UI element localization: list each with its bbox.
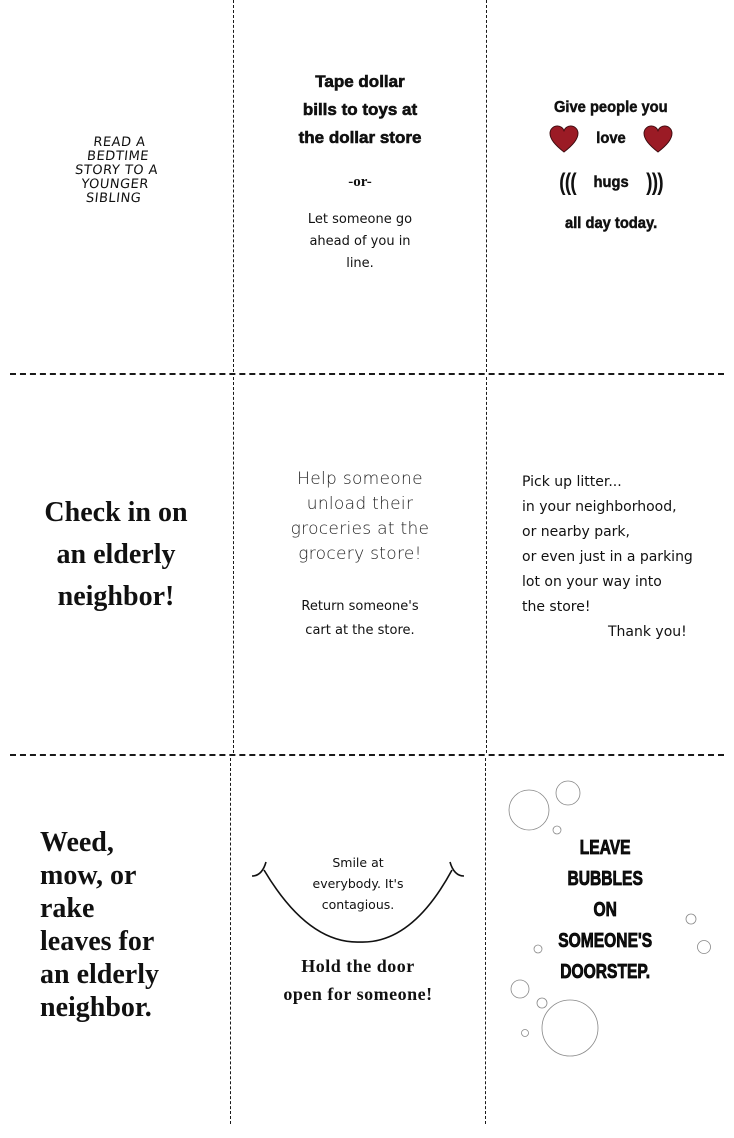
text-line: everybody. It's	[312, 876, 404, 891]
text-line: the dollar store	[298, 127, 422, 147]
text-line: BEDTIME	[85, 149, 150, 164]
or-separator: -or-	[348, 173, 372, 190]
card-yardwork	[0, 757, 228, 1123]
text-line: mow, or	[40, 860, 137, 891]
card-main-text	[283, 952, 432, 1008]
card-dollar-store	[236, 0, 484, 372]
card-litter	[488, 376, 734, 754]
text-line: ON	[593, 898, 618, 921]
card-text	[559, 833, 653, 988]
text-line: leaves for	[40, 926, 155, 957]
text-line: cart at the store.	[305, 623, 415, 638]
hug-parens-left: (((	[559, 169, 576, 196]
card-smile-door	[232, 757, 484, 1123]
text-line: contagious.	[321, 897, 395, 912]
card-main-text	[291, 467, 430, 567]
hug-parens-right: )))	[646, 169, 663, 196]
card-groceries	[236, 376, 484, 754]
cut-line-vertical-r2-2	[486, 377, 487, 753]
text-line: in your neighborhood,	[522, 499, 677, 515]
cut-line-horizontal-1	[10, 373, 724, 375]
cut-line-vertical-r1-2	[486, 0, 487, 372]
card-text	[71, 136, 161, 206]
text-line: an elderly	[40, 959, 159, 990]
text-line: neighbor!	[57, 581, 175, 612]
cut-line-horizontal-2	[10, 754, 724, 756]
text-line: BUBBLES	[567, 867, 644, 890]
text-line: or nearby park,	[522, 524, 630, 540]
cut-line-vertical-r1-1	[233, 0, 234, 372]
card-text	[522, 470, 693, 620]
text-line: rake	[40, 893, 95, 924]
smile-text	[248, 852, 468, 915]
card-bubbles	[487, 757, 734, 1123]
heart-icon	[643, 125, 673, 153]
text-line: unload their	[306, 494, 414, 514]
text-line: groceries at the	[290, 519, 430, 539]
hugs-row	[557, 169, 665, 197]
text-line: the store!	[522, 599, 591, 615]
card-text	[44, 492, 187, 618]
text-line: LEAVE	[580, 836, 631, 859]
love-row	[549, 125, 673, 153]
text-line: YOUNGER	[80, 177, 150, 192]
heart-icon	[549, 125, 579, 153]
text-line: Hold the door	[301, 956, 415, 976]
hugs-text: hugs	[593, 174, 629, 191]
text-line: SOMEONE'S	[558, 929, 653, 952]
text-line: Pick up litter...	[522, 474, 622, 490]
text-line: Smile at	[332, 855, 384, 870]
text-line: open for someone!	[283, 984, 433, 1004]
card-alt-text: Let someone go ahead of you in line.	[307, 211, 413, 271]
text-line: SIBLING	[84, 191, 142, 206]
smile-graphic	[248, 852, 468, 944]
card-love-hugs	[488, 0, 734, 372]
card-alt-text	[301, 595, 418, 643]
card-main-text	[299, 68, 422, 152]
cut-line-vertical-r2-1	[233, 377, 234, 753]
text-line: neighbor.	[40, 992, 152, 1023]
card-text	[40, 826, 159, 1024]
text-line: bills to toys at	[302, 99, 418, 119]
text-line: all day today.	[564, 215, 658, 232]
text-line: Return someone's	[301, 599, 419, 614]
text-line: Help someone	[297, 469, 423, 489]
text-line: Tape dollar	[315, 71, 405, 91]
cut-line-vertical-r3-2	[485, 758, 486, 1124]
text-line: lot on your way into	[522, 574, 662, 590]
card-elderly-checkin	[0, 376, 232, 754]
text-line: grocery store!	[298, 544, 422, 564]
text-line: Check in on	[44, 497, 188, 528]
thank-you-text: Thank you!	[608, 624, 687, 640]
text-line: Weed,	[40, 827, 114, 858]
text-line: DOORSTEP.	[560, 960, 651, 983]
cut-line-vertical-r3-1	[230, 758, 231, 1124]
text-line: STORY TO A	[73, 163, 159, 178]
text-line: or even just in a parking	[522, 549, 693, 565]
text-line: an elderly	[56, 539, 176, 570]
love-text: love	[596, 130, 626, 147]
card-bedtime-story	[0, 0, 232, 372]
text-line: Give people you	[554, 99, 668, 116]
text-line: READ A	[92, 135, 146, 150]
